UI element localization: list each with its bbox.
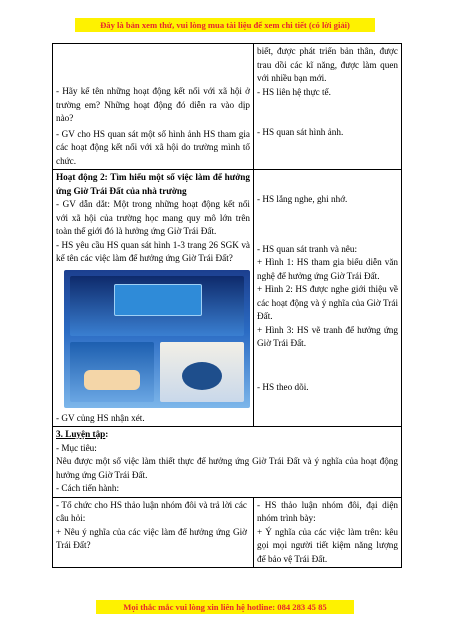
text-line: biết, được phát triển bản thân, được trau dồi các kĩ năng, được làm quen với nhiều bạn mới.	[257, 46, 398, 83]
text-line: - GV dẫn dắt: Một trong những hoạt động kết nối với xã hội của trường học mang quy mô lớn trên toàn thế giới đó là hưởng ứng Giờ Trái Đất.	[56, 199, 250, 236]
table-row	[53, 44, 402, 170]
text-line: - GV cho HS quan sát một số hình ảnh HS tham gia các hoạt động kết nối với xã hội do trường mình tổ chức.	[56, 128, 250, 166]
student-cell	[254, 44, 402, 170]
preview-notice-banner: Đây là bản xem thử, vui lòng mua tài liệu để xem chi tiết (có lời giải)	[75, 18, 375, 32]
table-row	[53, 170, 402, 427]
text-line: Nêu được một số việc làm thiết thực để hưởng ứng Giờ Trái Đất và ý nghĩa của hoạt động hưởng ứng Giờ Trái Đất.	[56, 456, 398, 480]
text-line: - HS liên hệ thực tế.	[257, 86, 331, 97]
teacher-cell	[53, 497, 254, 568]
text-line: - Cách tiến hành:	[56, 483, 120, 493]
text-line: + Hình 2: HS được nghe giới thiệu về các hoạt động và ý nghĩa của Giờ Trái Đất.	[257, 284, 398, 321]
text-line: - Tổ chức cho HS thảo luận nhóm đôi và trả lời các câu hỏi:	[56, 499, 247, 523]
text-line: - HS theo dõi.	[257, 381, 309, 392]
hotline-footer-banner: Mọi thắc mắc vui lòng xin liên hệ hotline: 084 283 45 85	[96, 600, 354, 614]
student-cell	[254, 170, 402, 427]
text-line: - HS lắng nghe, ghi nhớ.	[257, 194, 348, 204]
teacher-cell	[53, 44, 254, 170]
text-line: - HS yêu cầu HS quan sát hình 1-3 trang 26 SGK và kể tên các việc làm để hưởng ứng Giờ Trái Đất?	[56, 239, 250, 263]
text-line: - HS quan sát hình ảnh.	[257, 127, 344, 137]
text-line: + Ý nghĩa của các việc làm trên: kêu gọi mọi người tiết kiệm năng lượng để bảo vệ Trái Đất.	[257, 526, 398, 564]
table-row	[53, 427, 402, 498]
text-line: - GV củng HS nhận xét.	[56, 412, 145, 423]
text-line: - Hãy kể tên những hoạt động kết nối với xã hội ở trường em? Những hoạt động đó diễn ra vào dịp nào?	[56, 86, 250, 123]
text-line: - HS quan sát tranh và nêu:	[257, 243, 358, 254]
practice-cell	[53, 427, 402, 498]
text-line: + Hình 3: HS vẽ tranh để hưởng ứng Giờ Trái Đất.	[257, 324, 398, 348]
section-heading: 3. Luyện tập:	[56, 429, 109, 439]
text-line: - HS thảo luận nhóm đôi, đại diện nhóm trình bày:	[257, 499, 398, 523]
text-line: + Nêu ý nghĩa của các việc làm để hưởng ứng Giờ Trái Đất?	[56, 526, 247, 550]
table-row	[53, 497, 402, 568]
student-cell	[254, 497, 402, 568]
lesson-table	[52, 43, 402, 568]
text-line: + Hình 1: HS tham gia biểu diễn văn nghệ để hưởng ứng Giờ Trái Đất.	[257, 257, 398, 281]
earth-hour-activities-image	[64, 270, 250, 408]
activity-heading: Hoạt động 2: Tìm hiểu một số việc làm để hưởng ứng Giờ Trái Đất của nhà trường	[56, 172, 250, 196]
lesson-plan-page	[52, 43, 402, 568]
text-line: - Mục tiêu:	[56, 442, 97, 453]
teacher-cell	[53, 170, 254, 427]
